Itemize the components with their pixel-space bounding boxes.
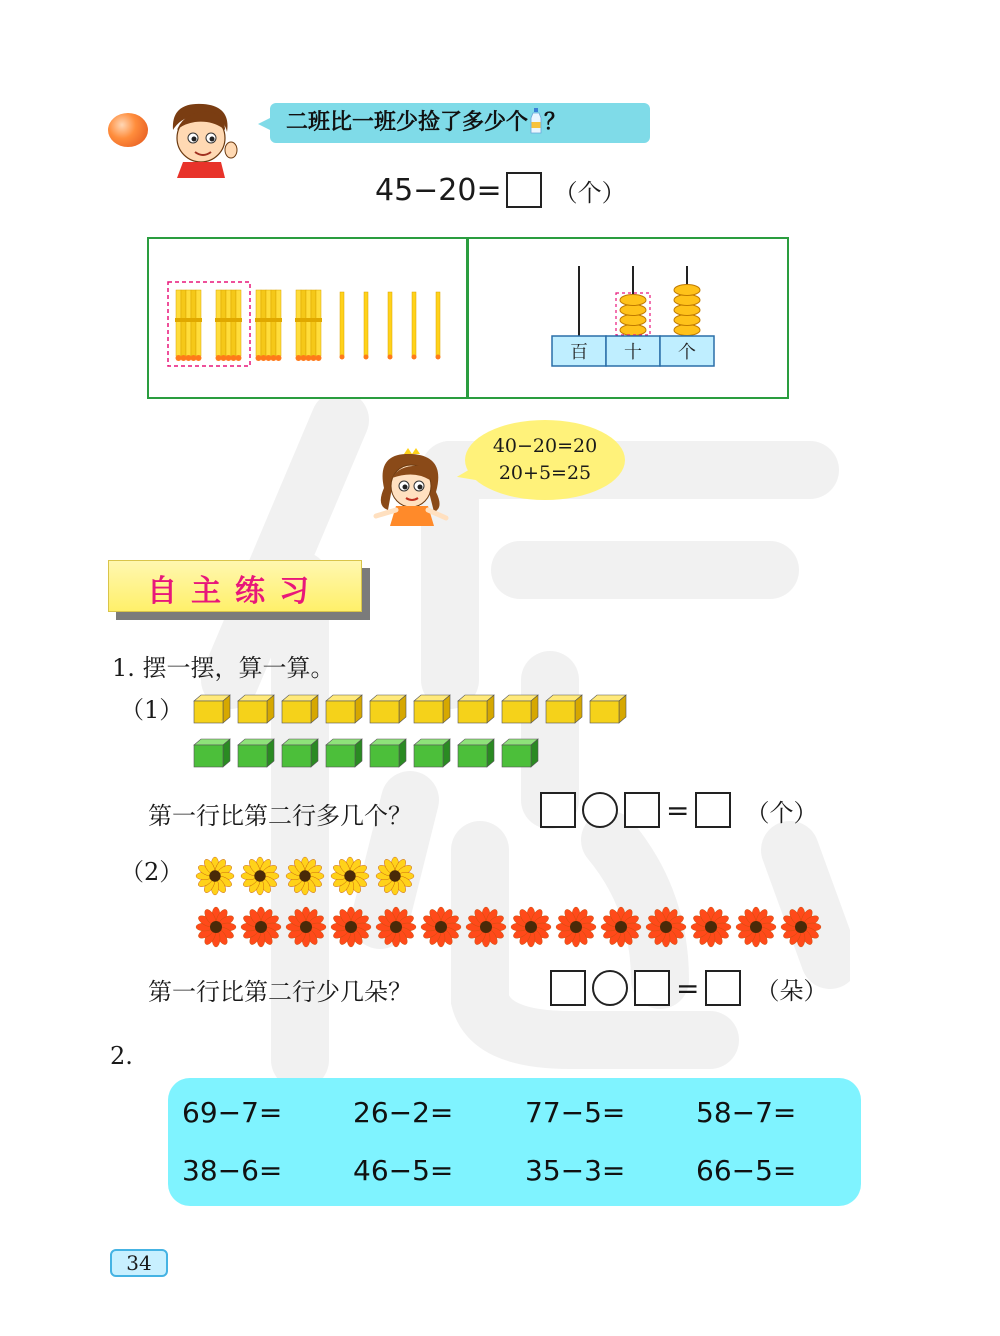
subtraction-problem[interactable]: 26−2=: [353, 1096, 454, 1129]
boy-character: [165, 100, 240, 178]
cube: [502, 695, 538, 723]
exercise-1-part-2-question: 第一行比第二行少几朵？: [148, 978, 412, 1006]
red-flowers-row: [194, 906, 834, 950]
answer-box[interactable]: [624, 792, 660, 828]
subtraction-problem[interactable]: 69−7=: [182, 1096, 283, 1129]
intro-equation-left: 45−20=: [375, 172, 502, 208]
abacus-bead: [674, 305, 700, 316]
answer-box[interactable]: [540, 792, 576, 828]
cube: [282, 695, 318, 723]
cube: [458, 695, 494, 723]
cube: [238, 739, 274, 767]
subtraction-problem[interactable]: 46−5=: [353, 1154, 454, 1187]
flower: [241, 907, 281, 947]
girl-character: [370, 448, 452, 530]
answer-box[interactable]: [506, 172, 542, 208]
single-stick: [388, 292, 393, 360]
bottle-icon: [530, 108, 542, 134]
exercise-1-part-1-label: （1）: [120, 696, 184, 724]
cube: [326, 695, 362, 723]
flower: [781, 907, 821, 947]
intro-equation: [375, 172, 626, 208]
answer-box[interactable]: [695, 792, 731, 828]
cube: [414, 695, 450, 723]
cube: [370, 739, 406, 767]
page-number: 34: [110, 1249, 168, 1277]
cube: [546, 695, 582, 723]
subtraction-problem[interactable]: 77−5=: [525, 1096, 626, 1129]
flower: [286, 907, 326, 947]
yellow-cubes-row: [192, 694, 632, 724]
section-marker-ball-icon: [108, 113, 148, 147]
stick-bundle: [175, 290, 202, 361]
operator-circle[interactable]: [582, 792, 618, 828]
girl-bubble-line-2: 20+5=25: [498, 462, 592, 484]
flower: [286, 857, 324, 895]
answer-box[interactable]: [550, 970, 586, 1006]
frame-divider: [466, 237, 469, 399]
single-stick: [364, 292, 369, 360]
flower: [331, 857, 369, 895]
abacus-bead: [620, 315, 646, 326]
exercise-1-title: 1. 摆一摆，算一算。: [112, 654, 335, 682]
cube: [414, 739, 450, 767]
single-stick: [340, 292, 345, 360]
equals-sign: =: [666, 793, 690, 827]
flower: [196, 857, 234, 895]
exercise-2-title: 2.: [110, 1042, 133, 1070]
flower: [376, 857, 414, 895]
cube: [458, 739, 494, 767]
exercise-1-part-1-question: 第一行比第二行多几个？: [148, 802, 412, 830]
subtraction-problem[interactable]: 66−5=: [696, 1154, 797, 1187]
abacus-place-label: 个: [678, 342, 696, 363]
cube: [502, 739, 538, 767]
flower: [736, 907, 776, 947]
exercise-1-part-2-unit: （朵）: [755, 976, 828, 1005]
abacus-bead: [674, 285, 700, 296]
section-banner: [108, 560, 370, 620]
exercise-1-part-1-unit: （个）: [745, 798, 818, 827]
cube: [590, 695, 626, 723]
flower: [376, 907, 416, 947]
stick-bundle: [295, 290, 322, 361]
flower: [691, 907, 731, 947]
flower: [241, 857, 279, 895]
abacus-bead: [620, 325, 646, 336]
stick-bundle: [255, 290, 282, 361]
flower: [466, 907, 506, 947]
exercise-2-panel: [168, 1078, 861, 1206]
abacus-bead: [674, 295, 700, 306]
exercise-1-part-2-label: （2）: [120, 858, 184, 886]
subtraction-problem[interactable]: 58−7=: [696, 1096, 797, 1129]
exercise-1-part-2-expression: [550, 970, 827, 1006]
girl-bubble-line-1: 40−20=20: [492, 435, 598, 457]
question-bubble: [270, 103, 650, 143]
exercise-1-part-1-expression: [540, 792, 817, 828]
flower: [511, 907, 551, 947]
cube: [194, 739, 230, 767]
answer-box[interactable]: [705, 970, 741, 1006]
flower: [331, 907, 371, 947]
cube: [194, 695, 230, 723]
cube: [238, 695, 274, 723]
section-title: 自主练习: [147, 574, 323, 609]
question-text: 二班比一班少捡了多少个: [286, 110, 529, 135]
abacus-bead: [674, 315, 700, 326]
green-cubes-row: [192, 738, 542, 768]
abacus-place-label: 百: [570, 342, 588, 363]
equals-sign: =: [676, 971, 700, 1005]
abacus-bead: [620, 305, 646, 316]
abacus-bead: [620, 295, 646, 306]
cube: [326, 739, 362, 767]
cube: [370, 695, 406, 723]
flower: [646, 907, 686, 947]
single-stick: [436, 292, 441, 360]
girl-speech-bubble: [465, 420, 625, 500]
question-mark: ？: [544, 110, 567, 135]
counting-sticks-illustration: [160, 270, 460, 370]
operator-circle[interactable]: [592, 970, 628, 1006]
flower: [196, 907, 236, 947]
answer-box[interactable]: [634, 970, 670, 1006]
cube: [282, 739, 318, 767]
abacus-bead: [674, 325, 700, 336]
flower: [601, 907, 641, 947]
subtraction-problem[interactable]: 38−6=: [182, 1154, 283, 1187]
flower: [556, 907, 596, 947]
stick-bundle: [215, 290, 242, 361]
intro-equation-unit: （个）: [553, 178, 626, 207]
single-stick: [412, 292, 417, 360]
yellow-flowers-row: [194, 856, 424, 896]
abacus-place-label: 十: [624, 342, 642, 363]
subtraction-problem[interactable]: 35−3=: [525, 1154, 626, 1187]
abacus-illustration: [545, 262, 725, 374]
flower: [421, 907, 461, 947]
